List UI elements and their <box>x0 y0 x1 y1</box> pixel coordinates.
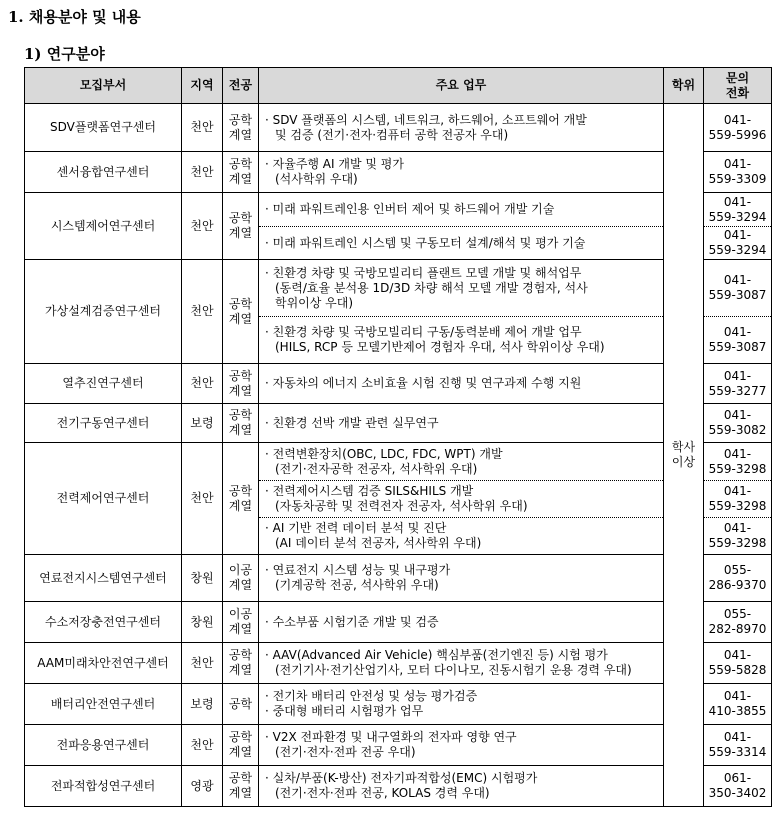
duty-line: (기계공학 전공, 석사학위 우대) <box>275 578 439 592</box>
phone-cell <box>704 602 772 643</box>
major-line: 공학 <box>228 408 253 422</box>
duty-cell <box>259 555 664 602</box>
major-line: 계열 <box>228 578 253 592</box>
duty-line: · 전기차 배터리 안전성 및 성능 평가검증 <box>265 689 478 703</box>
phone-line: 041- <box>723 689 752 703</box>
phone-cell <box>704 766 772 807</box>
duty-cell <box>259 193 664 227</box>
duty-cell <box>259 260 664 317</box>
duty-line: · 친환경 차량 및 국방모빌리티 구동/동력분배 제어 개발 업무 <box>265 325 582 339</box>
phone-line: 041- <box>723 194 752 209</box>
major-cell <box>223 555 259 602</box>
phone-cell <box>704 443 772 481</box>
duty-line: 및 검증 (전기·전자·컴퓨터 공학 전공자 우대) <box>275 127 509 142</box>
phone-line: 041- <box>723 273 752 287</box>
region-cell: 보령 <box>182 684 223 725</box>
phone-line: 041- <box>723 325 752 339</box>
header-duties: 주요 업무 <box>259 68 664 104</box>
phone-line: 055- <box>723 563 752 577</box>
phone-line: 559-3298 <box>708 536 767 550</box>
region-cell: 창원 <box>182 555 223 602</box>
subsection-heading: 1) 연구분야 <box>24 45 105 63</box>
duty-line: (전기·전자공학 전공자, 석사학위 우대) <box>275 461 478 476</box>
region-cell: 보령 <box>182 404 223 443</box>
major-line: 계열 <box>228 226 253 240</box>
duty-line: · 실차/부품(K-방산) 전자기파적합성(EMC) 시험평가 <box>265 771 538 785</box>
region-cell: 천안 <box>182 152 223 193</box>
major-line: 공학 <box>228 296 253 311</box>
table-row <box>25 555 772 602</box>
recruitment-table <box>24 67 772 807</box>
duty-line: (전기·전자·전파 전공, KOLAS 경력 우대) <box>275 786 490 800</box>
phone-line: 041- <box>723 408 752 422</box>
phone-line: 559-3298 <box>708 499 767 513</box>
phone-cell <box>704 725 772 766</box>
degree-cell <box>664 104 704 807</box>
table-row <box>25 260 772 317</box>
major-cell <box>223 443 259 555</box>
phone-line: 559-5828 <box>708 663 767 677</box>
phone-line: 559-3309 <box>708 172 767 186</box>
major-cell <box>223 684 259 725</box>
phone-line: 559-3298 <box>708 461 767 476</box>
major-line: 공학 <box>228 112 253 127</box>
duty-line: · 연료전지 시스템 성능 및 내구평가 <box>265 563 451 577</box>
major-cell <box>223 152 259 193</box>
phone-line: 559-5996 <box>708 127 767 142</box>
duty-line: · 미래 파워트레인용 인버터 제어 및 하드웨어 개발 기술 <box>265 202 555 216</box>
duty-cell <box>259 104 664 152</box>
major-cell <box>223 602 259 643</box>
phone-line: 559-3294 <box>708 243 767 257</box>
section-heading: 1. 채용분야 및 내용 <box>8 8 141 26</box>
phone-line: 350-3402 <box>708 786 767 800</box>
phone-line: 055- <box>723 607 752 621</box>
table-row <box>25 364 772 404</box>
duty-cell <box>259 725 664 766</box>
header-region: 지역 <box>182 68 223 104</box>
phone-cell <box>704 193 772 227</box>
duty-cell <box>259 227 664 260</box>
major-cell <box>223 766 259 807</box>
major-cell <box>223 643 259 684</box>
duty-line: · 중대형 배터리 시험평가 업무 <box>265 704 424 718</box>
phone-line: 559-3082 <box>708 423 767 437</box>
dept-cell: 센서융합연구센터 <box>25 152 182 193</box>
duty-cell <box>259 364 664 404</box>
duty-line: 학위이상 우대) <box>275 295 354 310</box>
phone-line: 286-9370 <box>708 578 767 592</box>
phone-line: 041- <box>723 521 752 535</box>
table-body <box>25 104 772 807</box>
phone-line: 559-3294 <box>708 209 767 224</box>
major-line: 계열 <box>228 622 253 636</box>
major-line: 계열 <box>228 172 253 186</box>
header-degree: 학위 <box>664 68 704 104</box>
phone-line: 041- <box>723 368 752 383</box>
major-line: 계열 <box>228 311 253 326</box>
major-line: 공학 <box>228 368 253 383</box>
header-dept: 모집부서 <box>25 68 182 104</box>
dept-cell: 전기구동연구센터 <box>25 404 182 443</box>
region-cell: 천안 <box>182 260 223 364</box>
dept-cell: 전파적합성연구센터 <box>25 766 182 807</box>
phone-cell <box>704 404 772 443</box>
phone-cell <box>704 684 772 725</box>
phone-line: 559-3277 <box>708 383 767 398</box>
dept-cell: 전파응용연구센터 <box>25 725 182 766</box>
region-cell: 천안 <box>182 104 223 152</box>
major-line: 공학 <box>228 211 253 225</box>
region-cell: 천안 <box>182 725 223 766</box>
dept-cell: 연료전지시스템연구센터 <box>25 555 182 602</box>
region-cell: 천안 <box>182 643 223 684</box>
header-phone-line: 전화 <box>725 85 750 100</box>
major-line: 공학 <box>228 771 253 785</box>
phone-cell <box>704 643 772 684</box>
duty-cell <box>259 643 664 684</box>
duty-line: · AI 기반 전력 데이터 분석 및 진단 <box>265 521 447 535</box>
phone-line: 410-3855 <box>708 704 767 718</box>
duty-line: · 전력변환장치(OBC, LDC, FDC, WPT) 개발 <box>265 446 503 461</box>
dept-cell: SDV플랫폼연구센터 <box>25 104 182 152</box>
phone-line: 041- <box>723 484 752 498</box>
region-cell: 천안 <box>182 193 223 260</box>
major-line: 계열 <box>228 745 253 759</box>
table-row <box>25 152 772 193</box>
major-line: 공학 <box>228 730 253 744</box>
dept-cell: 열추진연구센터 <box>25 364 182 404</box>
phone-cell <box>704 260 772 317</box>
duty-line: · 친환경 차량 및 국방모빌리티 플랜트 모델 개발 및 해석업무 <box>265 265 582 280</box>
major-cell <box>223 260 259 364</box>
phone-line: 559-3314 <box>708 745 767 759</box>
dept-cell: 시스템제어연구센터 <box>25 193 182 260</box>
phone-cell <box>704 555 772 602</box>
table-row <box>25 404 772 443</box>
major-line: 계열 <box>228 786 253 800</box>
major-cell <box>223 193 259 260</box>
major-line: 공학 <box>228 696 253 711</box>
dept-cell: 전력제어연구센터 <box>25 443 182 555</box>
major-cell <box>223 725 259 766</box>
duty-cell <box>259 152 664 193</box>
header-phone <box>704 68 772 104</box>
phone-line: 041- <box>723 648 752 662</box>
degree-line: 이상 <box>671 455 696 469</box>
phone-cell <box>704 227 772 260</box>
phone-cell <box>704 364 772 404</box>
phone-line: 559-3087 <box>708 340 767 354</box>
duty-cell <box>259 317 664 364</box>
major-line: 공학 <box>228 157 253 171</box>
major-cell <box>223 104 259 152</box>
region-cell: 창원 <box>182 602 223 643</box>
phone-cell <box>704 104 772 152</box>
duty-line: · AAV(Advanced Air Vehicle) 핵심부품(전기엔진 등) 시험 평가 <box>265 648 608 662</box>
dept-cell: AAM미래차안전연구센터 <box>25 643 182 684</box>
major-line: 계열 <box>228 423 253 437</box>
duty-cell <box>259 518 664 555</box>
region-cell: 천안 <box>182 443 223 555</box>
duty-line: · 수소부품 시험기준 개발 및 검증 <box>265 614 439 629</box>
duty-line: · 자동차의 에너지 소비효율 시험 진행 및 연구과제 수행 지원 <box>265 376 582 390</box>
duty-line: · SDV 플랫폼의 시스템, 네트워크, 하드웨어, 소프트웨어 개발 <box>265 112 587 127</box>
table-row <box>25 684 772 725</box>
phone-line: 282-8970 <box>708 622 767 636</box>
major-line: 계열 <box>228 663 253 677</box>
duty-cell <box>259 443 664 481</box>
duty-line: (석사학위 우대) <box>275 172 358 186</box>
phone-cell <box>704 152 772 193</box>
duty-cell <box>259 481 664 518</box>
phone-line: 041- <box>723 730 752 744</box>
header-phone-line: 문의 <box>725 70 750 85</box>
duty-line: · 미래 파워트레인 시스템 및 구동모터 설계/해석 및 평가 기술 <box>265 235 586 250</box>
major-line: 계열 <box>228 127 253 142</box>
major-cell <box>223 364 259 404</box>
table-row <box>25 443 772 481</box>
phone-cell <box>704 481 772 518</box>
table-row <box>25 193 772 227</box>
header-row <box>25 68 772 104</box>
duty-line: · 친환경 선박 개발 관련 실무연구 <box>265 415 439 430</box>
dept-cell: 수소저장충전연구센터 <box>25 602 182 643</box>
major-line: 공학 <box>228 648 253 662</box>
duty-line: (자동차공학 및 전력전자 전공자, 석사학위 우대) <box>275 499 528 513</box>
phone-line: 041- <box>723 446 752 461</box>
major-line: 이공 <box>228 563 253 577</box>
duty-line: · 자율주행 AI 개발 및 평가 <box>265 157 404 171</box>
duty-cell <box>259 684 664 725</box>
major-line: 계열 <box>228 383 253 398</box>
duty-line: (전기·전자·전파 전공 우대) <box>275 745 416 759</box>
phone-line: 041- <box>723 228 752 242</box>
duty-line: (전기기사·전기산업기사, 모터 다이나모, 진동시험기 운용 경력 우대) <box>275 663 632 677</box>
phone-line: 559-3087 <box>708 288 767 302</box>
major-line: 이공 <box>228 607 253 621</box>
table-row <box>25 602 772 643</box>
duty-cell <box>259 766 664 807</box>
dept-cell: 가상설계검증연구센터 <box>25 260 182 364</box>
region-cell: 영광 <box>182 766 223 807</box>
table-row <box>25 643 772 684</box>
table-row <box>25 725 772 766</box>
table-row <box>25 766 772 807</box>
duty-cell <box>259 404 664 443</box>
duty-line: (동력/효율 분석용 1D/3D 차량 해석 모델 개발 경험자, 석사 <box>275 280 588 295</box>
header-major: 전공 <box>223 68 259 104</box>
phone-cell <box>704 317 772 364</box>
phone-line: 041- <box>723 157 752 171</box>
degree-line: 학사 <box>671 440 696 454</box>
duty-line: (HILS, RCP 등 모델기반제어 경험자 우대, 석사 학위이상 우대) <box>275 340 605 354</box>
major-cell <box>223 404 259 443</box>
duty-line: · V2X 전파환경 및 내구열화의 전자파 영향 연구 <box>265 730 517 744</box>
phone-line: 041- <box>723 112 752 127</box>
major-line: 계열 <box>228 498 253 513</box>
duty-line: · 전력제어시스템 검증 SILS&HILS 개발 <box>265 484 474 498</box>
phone-line: 061- <box>723 771 752 785</box>
duty-line: (AI 데이터 분석 전공자, 석사학위 우대) <box>275 536 482 550</box>
dept-cell: 배터리안전연구센터 <box>25 684 182 725</box>
region-cell: 천안 <box>182 364 223 404</box>
duty-cell <box>259 602 664 643</box>
phone-cell <box>704 518 772 555</box>
table-row <box>25 104 772 152</box>
major-line: 공학 <box>228 483 253 498</box>
